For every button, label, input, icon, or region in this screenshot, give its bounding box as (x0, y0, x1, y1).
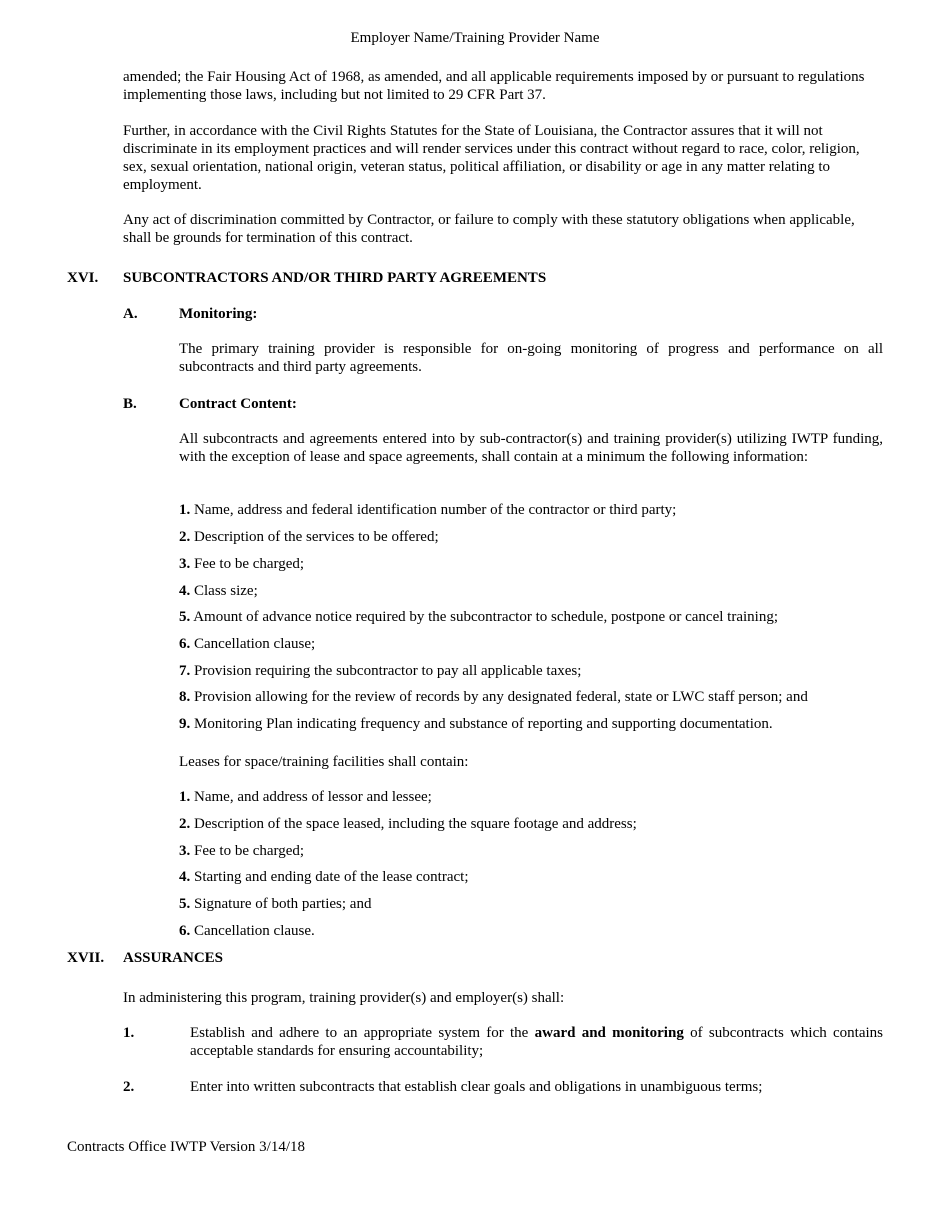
intro-paragraph-3: Any act of discrimination committed by Contractor, or failure to comply with these statutory obligations when applicable, shall be grounds for termination of this contract. (123, 212, 855, 246)
contract-item: 8. Provision allowing for the review of records by any designated federal, state or LWC staff person; and (179, 689, 808, 705)
contract-item: 7. Provision requiring the subcontractor to pay all applicable taxes; (179, 663, 582, 679)
lease-item: 5. Signature of both parties; and (179, 896, 372, 912)
contract-item: 9. Monitoring Plan indicating frequency and substance of reporting and supporting documentation. (179, 716, 773, 732)
subsection-a-title: Monitoring: (179, 306, 258, 322)
section-16-number: XVI. (67, 270, 99, 286)
leases-intro: Leases for space/training facilities shall contain: (179, 754, 469, 770)
subsection-a-letter: A. (123, 306, 138, 322)
contract-item: 6. Cancellation clause; (179, 636, 316, 652)
section-17-title: ASSURANCES (123, 950, 224, 966)
lease-item: 4. Starting and ending date of the lease contract; (179, 869, 469, 885)
assurance-item-2-text: Enter into written subcontracts that establish clear goals and obligations in unambiguous terms; (190, 1079, 763, 1095)
lease-item: 3. Fee to be charged; (179, 843, 305, 859)
contract-item: 4. Class size; (179, 583, 258, 599)
subsection-a-text: The primary training provider is responsible for on-going monitoring of progress and performance on all subcontracts and third party agreements. (179, 341, 883, 375)
contract-item: 5. Amount of advance notice required by the subcontractor to schedule, postpone or cancel training; (179, 609, 778, 625)
contract-item: 1. Name, address and federal identification number of the contractor or third party; (179, 502, 677, 518)
lease-item: 2. Description of the space leased, including the square footage and address; (179, 816, 637, 832)
assurance-item-1-number: 1. (123, 1025, 135, 1041)
intro-paragraph-1: amended; the Fair Housing Act of 1968, as amended, and all applicable requirements imposed by or pursuant to regulations implementing those laws, including but not limited to 29 CFR Part 37. (123, 69, 865, 103)
page-footer: Contracts Office IWTP Version 3/14/18 (67, 1139, 306, 1155)
subsection-b-text: All subcontracts and agreements entered into by sub-contractor(s) and training provider(s) utilizing IWTP funding, with the exception of lease and space agreements, shall contain at a minimum the following information: (179, 431, 883, 465)
contract-item: 3. Fee to be charged; (179, 556, 305, 572)
assurance-item-2-number: 2. (123, 1079, 135, 1095)
assurances-intro: In administering this program, training provider(s) and employer(s) shall: (123, 990, 565, 1006)
section-16-title: SUBCONTRACTORS AND/OR THIRD PARTY AGREEMENTS (123, 270, 547, 286)
assurance-item-1-text: Establish and adhere to an appropriate system for the award and monitoring of subcontracts which contains acceptable standards for ensuring accountability; (190, 1025, 884, 1059)
subsection-b-letter: B. (123, 396, 137, 412)
lease-item: 6. Cancellation clause. (179, 923, 315, 939)
contract-item: 2. Description of the services to be offered; (179, 529, 439, 545)
lease-item: 1. Name, and address of lessor and lessee; (179, 789, 432, 805)
subsection-b-title: Contract Content: (179, 396, 297, 412)
intro-paragraph-2: Further, in accordance with the Civil Rights Statutes for the State of Louisiana, the Contractor assures that it will not discriminate in its employment practices and will render services under this contract without regard to race, color, religion, sex, sexual orientation, national origin, veteran status, political affiliation, or disability or age in any matter relating to employment. (123, 123, 860, 193)
page-header: Employer Name/Training Provider Name (350, 30, 600, 46)
section-17-number: XVII. (67, 950, 105, 966)
